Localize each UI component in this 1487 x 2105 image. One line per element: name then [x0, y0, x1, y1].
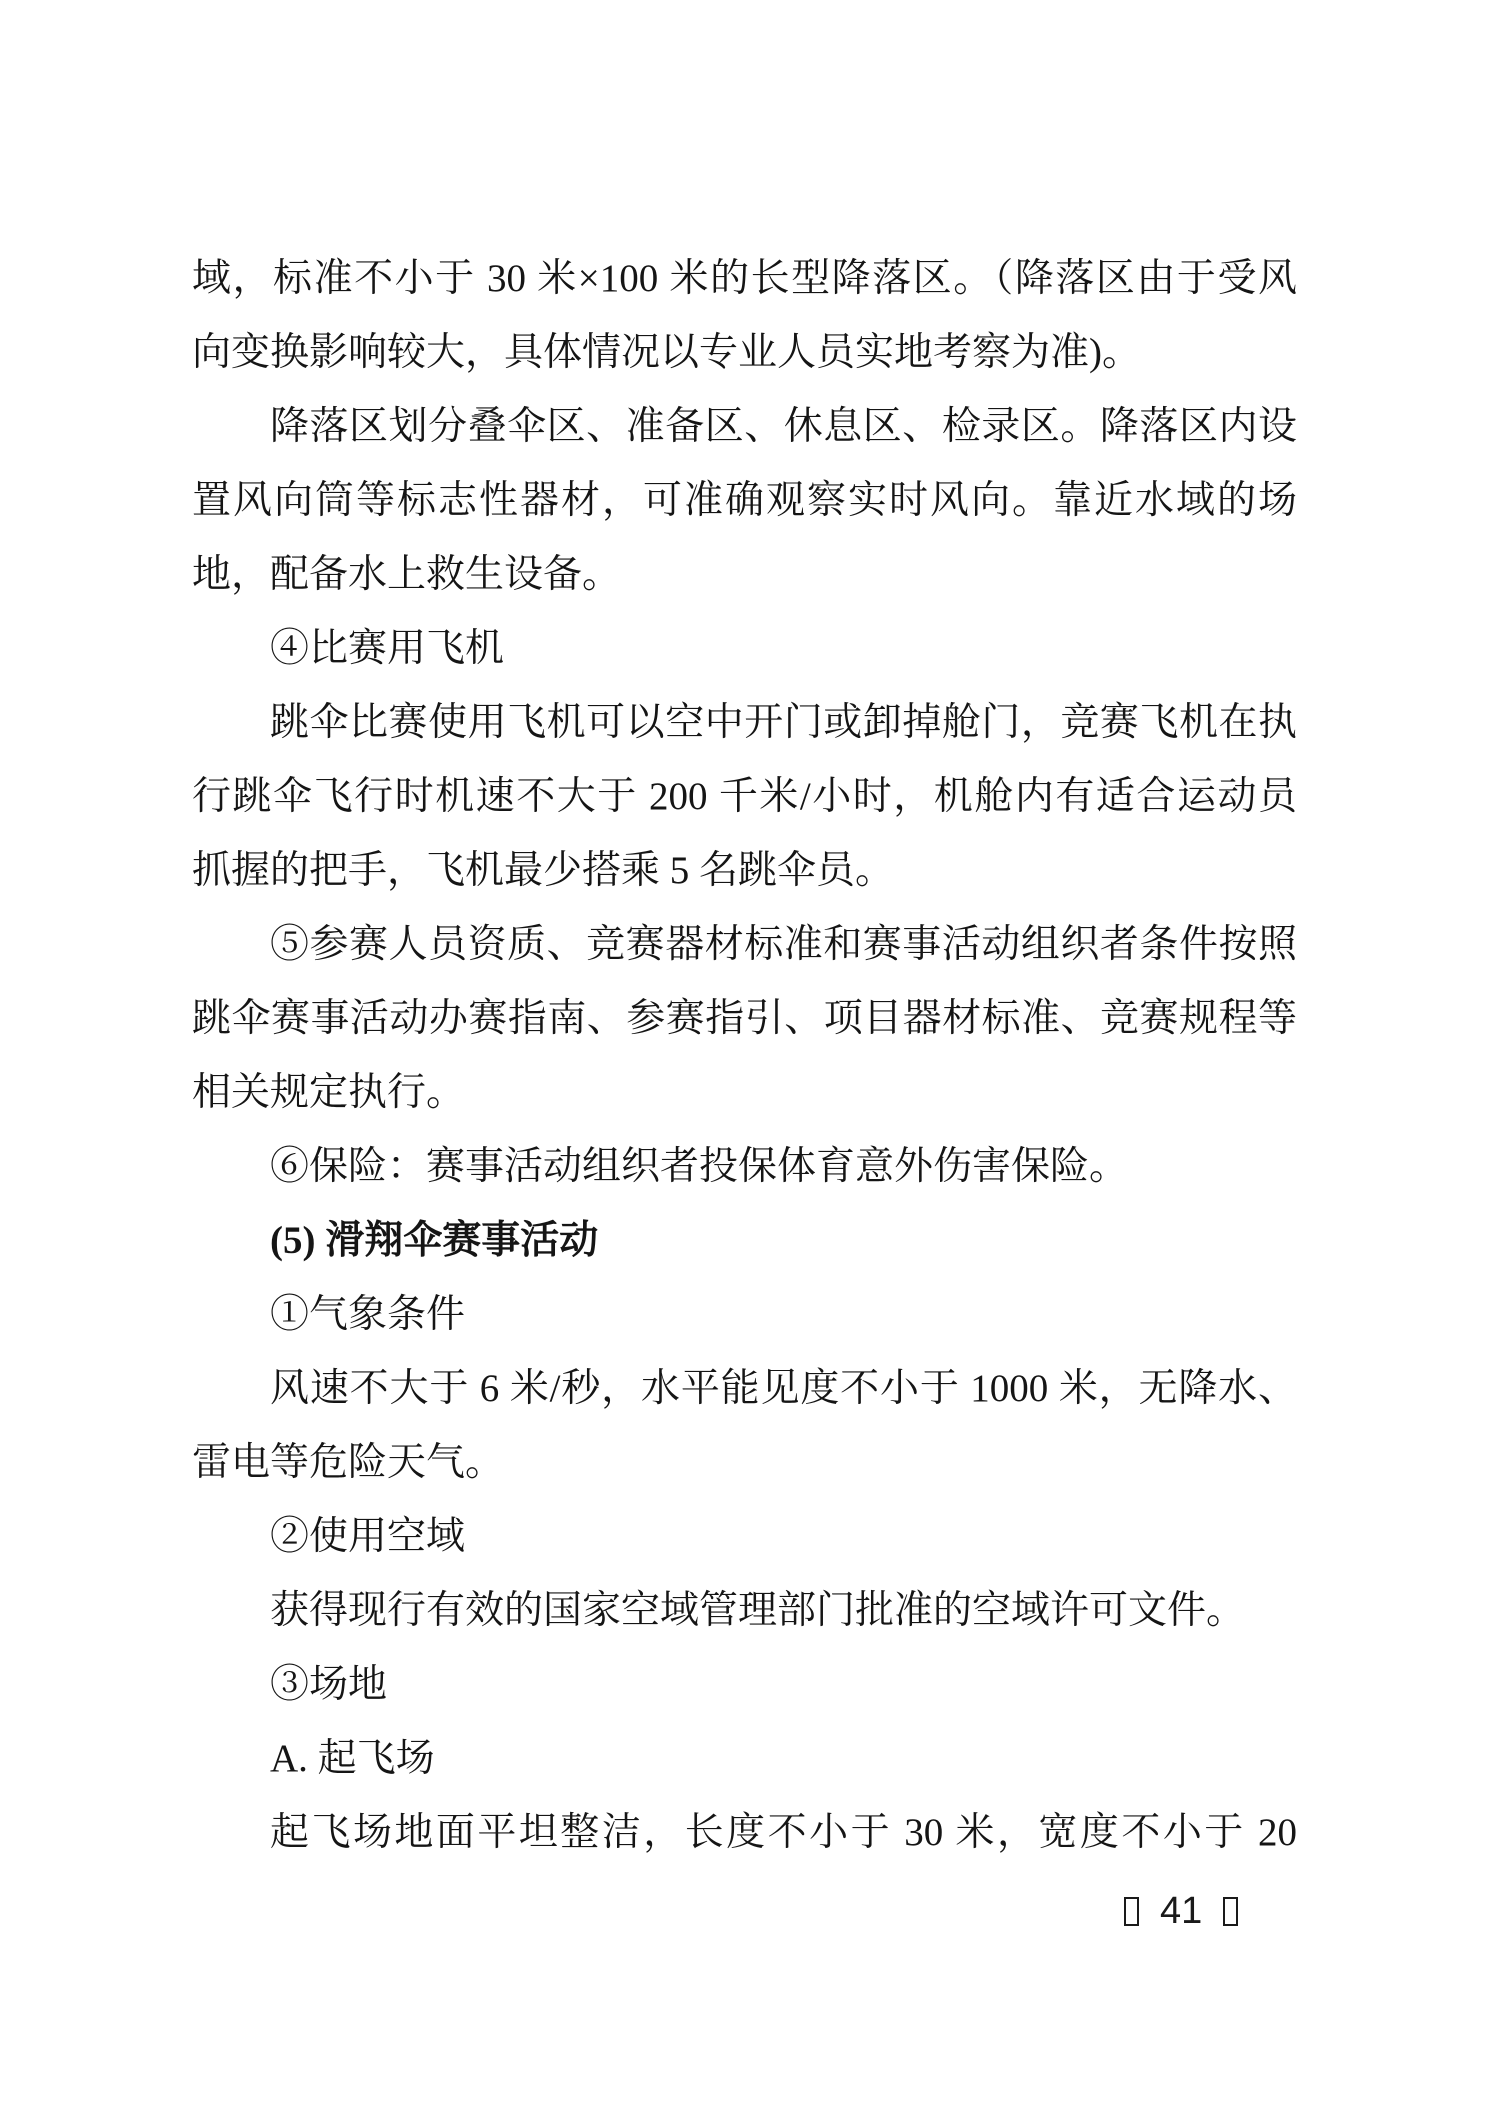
section-heading: (5) 滑翔伞赛事活动 — [270, 1219, 599, 1262]
text-line-item-4: ④比赛用飞机 — [270, 627, 505, 670]
text-line: 降落区划分叠伞区、准备区、休息区、检录区。降落区内设 — [270, 405, 1297, 448]
missing-glyph-box-icon — [1223, 1897, 1238, 1926]
text-line-item-5: ⑤参赛人员资质、竞赛器材标准和赛事活动组织者条件按照 — [270, 923, 1297, 966]
text-line: 域，标准不小于 30 米×100 米的长型降落区。（降落区由于受风 — [192, 257, 1297, 300]
text-line-item-2: ②使用空域 — [270, 1515, 466, 1558]
text-line: 起飞场地面平坦整洁，长度不小于 30 米，宽度不小于 20 — [270, 1811, 1297, 1854]
text-line: 抓握的把手，飞机最少搭乘 5 名跳伞员。 — [192, 849, 895, 892]
text-line: 风速不大于 6 米/秒，水平能见度不小于 1000 米，无降水、 — [270, 1367, 1297, 1410]
text-line: 相关规定执行。 — [192, 1071, 466, 1114]
document-body — [192, 242, 1297, 1870]
text-line: 跳伞比赛使用飞机可以空中开门或卸掉舱门，竞赛飞机在执 — [270, 701, 1297, 744]
text-line: 获得现行有效的国家空域管理部门批准的空域许可文件。 — [270, 1589, 1246, 1632]
text-line: 行跳伞飞行时机速不大于 200 千米/小时，机舱内有适合运动员 — [192, 775, 1297, 818]
text-line-item-3: ③场地 — [270, 1663, 388, 1706]
text-line: 雷电等危险天气。 — [192, 1441, 505, 1484]
text-line-item-1: ①气象条件 — [270, 1293, 466, 1336]
text-line: 地，配备水上救生设备。 — [192, 553, 622, 596]
page-footer — [1124, 1890, 1238, 1932]
text-line-item-6: ⑥保险：赛事活动组织者投保体育意外伤害保险。 — [270, 1145, 1129, 1188]
missing-glyph-box-icon — [1124, 1897, 1139, 1926]
page-number: 41 — [1160, 1890, 1203, 1932]
text-line: 向变换影响较大，具体情况以专业人员实地考察为准)。 — [192, 331, 1141, 374]
text-line-sub-a: A. 起飞场 — [270, 1737, 435, 1780]
text-line: 置风向筒等标志性器材，可准确观察实时风向。靠近水域的场 — [192, 479, 1297, 522]
text-line: 跳伞赛事活动办赛指南、参赛指引、项目器材标准、竞赛规程等 — [192, 997, 1297, 1040]
